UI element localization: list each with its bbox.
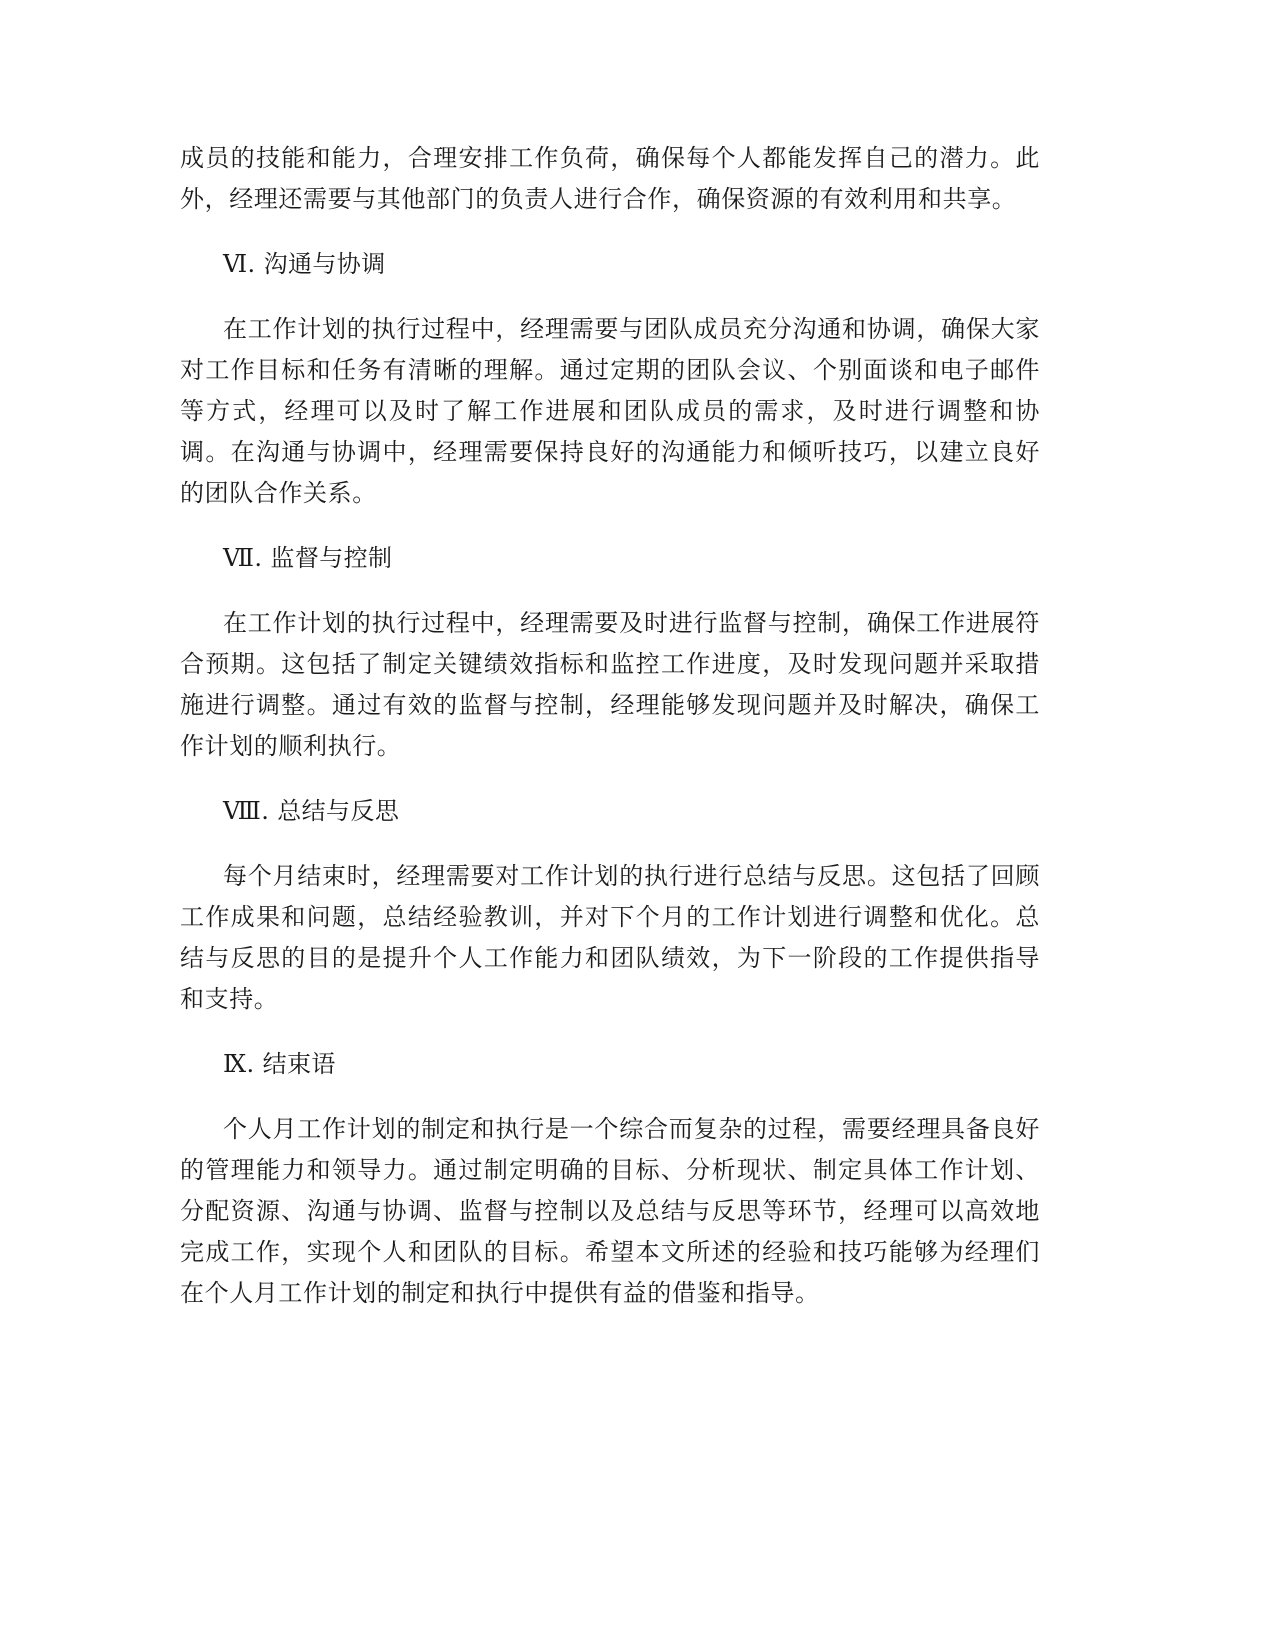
- section-body-9: 个人月工作计划的制定和执行是一个综合而复杂的过程，需要经理具备良好的管理能力和领导力。通过制定明确的目标、分析现状、制定具体工作计划、分配资源、沟通与协调、监督与控制以及总结与反思等环节，经理可以高效地完成工作，实现个人和团队的目标。希望本文所述的经验和技巧能够为经理们在个人月工作计划的制定和执行中提供有益的借鉴和指导。: [180, 1115, 1040, 1307]
- section-heading-9: Ⅸ. 结束语: [223, 1050, 336, 1078]
- section-body-7: 在工作计划的执行过程中，经理需要及时进行监督与控制，确保工作进展符合预期。这包括了制定关键绩效指标和监控工作进度，及时发现问题并采取措施进行调整。通过有效的监督与控制，经理能够发现问题并及时解决，确保工作计划的顺利执行。: [180, 609, 1040, 760]
- section-body-8: 每个月结束时，经理需要对工作计划的执行进行总结与反思。这包括了回顾工作成果和问题，总结经验教训，并对下个月的工作计划进行调整和优化。总结与反思的目的是提升个人工作能力和团队绩效，为下一阶段的工作提供指导和支持。: [180, 862, 1040, 1013]
- section-heading-6: Ⅵ. 沟通与协调: [223, 250, 386, 278]
- document-page: [180, 138, 1040, 1314]
- section-body-6: 在工作计划的执行过程中，经理需要与团队成员充分沟通和协调，确保大家对工作目标和任务有清晰的理解。通过定期的团队会议、个别面谈和电子邮件等方式，经理可以及时了解工作进展和团队成员的需求，及时进行调整和协调。在沟通与协调中，经理需要保持良好的沟通能力和倾听技巧，以建立良好的团队合作关系。: [180, 315, 1040, 507]
- paragraph-carryover: 成员的技能和能力，合理安排工作负荷，确保每个人都能发挥自己的潜力。此外，经理还需要与其他部门的负责人进行合作，确保资源的有效利用和共享。: [180, 144, 1040, 213]
- section-heading-8: Ⅷ. 总结与反思: [223, 797, 400, 825]
- section-heading-7: Ⅶ. 监督与控制: [223, 544, 393, 572]
